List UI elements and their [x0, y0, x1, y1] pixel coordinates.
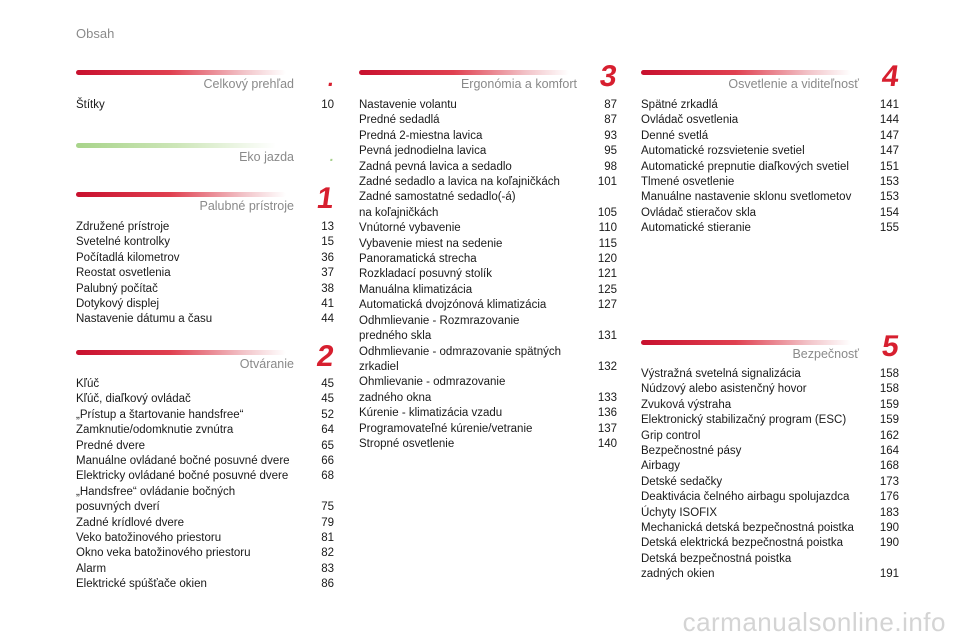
toc-entry-title: Grip control [641, 429, 701, 442]
toc-entry-page: 75 [321, 501, 334, 514]
toc-entry[interactable] [76, 485, 334, 516]
toc-entry[interactable] [76, 516, 334, 531]
toc-entry[interactable] [359, 252, 617, 267]
toc-entry[interactable] [359, 221, 617, 236]
toc-entry[interactable] [76, 577, 334, 592]
toc-entry-page: 66 [321, 455, 334, 468]
toc-entry-page: 168 [879, 460, 899, 473]
toc-entry[interactable] [641, 536, 899, 551]
toc-entry-page: 137 [597, 422, 617, 435]
section-eco [76, 143, 334, 173]
toc-entry[interactable] [359, 175, 617, 190]
toc-entry[interactable] [641, 490, 899, 505]
section-divider-bar [641, 70, 851, 75]
toc-entry-title: Kúrenie - klimatizácia vzadu [359, 407, 503, 420]
toc-entry-title: Manuálna klimatizácia [359, 283, 473, 296]
section-number: 3 [598, 60, 620, 93]
toc-entry[interactable] [76, 297, 334, 312]
toc-entry-page: 159 [879, 414, 899, 427]
toc-entry-page: 176 [879, 491, 899, 504]
toc-entry-title: Núdzový alebo asistenčný hovor [641, 383, 807, 396]
section-number: 4 [880, 60, 902, 93]
section-number: 5 [880, 330, 902, 363]
toc-entry[interactable] [359, 375, 617, 406]
toc-entry-title: Bezpečnostné pásy [641, 445, 742, 458]
section-number: . [328, 148, 336, 164]
toc-entry-title: Automatické rozsvietenie svetiel [641, 145, 805, 158]
toc-entry-title: Detská bezpečnostná poistka zadných okien [641, 552, 792, 581]
toc-entry-page: 101 [597, 176, 617, 189]
toc-entry[interactable] [76, 562, 334, 577]
toc-entry-title: Svetelné kontrolky [76, 236, 170, 249]
toc-list-lighting [641, 98, 899, 237]
toc-entry[interactable] [359, 98, 617, 113]
section-divider-bar [359, 70, 569, 75]
section-divider-bar [76, 350, 286, 355]
toc-entry-page: 45 [321, 393, 334, 406]
toc-entry[interactable] [641, 552, 899, 583]
section-divider-bar [76, 143, 276, 148]
toc-entry[interactable] [76, 423, 334, 438]
toc-entry-title: Kľúč, diaľkový ovládač [76, 393, 191, 406]
toc-entry[interactable] [76, 408, 334, 423]
toc-entry-title: Zadné krídlové dvere [76, 516, 185, 529]
toc-entry-page: 147 [879, 129, 899, 142]
toc-entry[interactable] [359, 160, 617, 175]
toc-entry-title: Pevná jednodielna lavica [359, 145, 487, 158]
toc-entry-title: Ohmlievanie - odmrazovanie zadného okna [359, 376, 506, 404]
section-title: Celkový prehľad [203, 77, 294, 91]
toc-entry-title: Odhmlievanie - Rozmrazovanie predného skla [359, 314, 520, 343]
toc-entry-title: Stropné osvetlenie [359, 437, 455, 450]
toc-entry[interactable] [641, 98, 899, 113]
toc-entry-title: Manuálne nastavenie sklonu svetlometov [641, 191, 852, 204]
toc-entry-page: 153 [879, 176, 899, 189]
toc-entry-page: 44 [321, 313, 334, 326]
toc-entry-title: Detská elektrická bezpečnostná poistka [641, 537, 843, 550]
toc-entry[interactable] [76, 469, 334, 484]
section-title: Otváranie [239, 357, 294, 371]
section-instruments [76, 182, 337, 222]
toc-entry[interactable] [641, 444, 899, 459]
toc-entry-title: Panoramatická strecha [359, 253, 477, 266]
toc-entry[interactable] [641, 160, 899, 175]
toc-entry-page: 144 [879, 114, 899, 127]
toc-entry-title: Okno veka batožinového priestoru [76, 547, 251, 560]
toc-entry-page: 15 [321, 236, 334, 249]
toc-entry-title: Ovládač osvetlenia [641, 114, 739, 127]
toc-entry-title: Nastavenie volantu [359, 99, 457, 111]
toc-entry[interactable] [641, 413, 899, 428]
toc-entry-page: 127 [597, 299, 617, 312]
section-number: 2 [315, 340, 337, 373]
section-title: Eko jazda [239, 150, 294, 164]
toc-entry-page: 105 [597, 206, 617, 219]
section-safety [641, 330, 902, 370]
toc-entry-title: Nastavenie dátumu a času [76, 313, 213, 326]
toc-list-access [76, 377, 334, 593]
toc-entry-title: Programovateľné kúrenie/vetranie [359, 422, 533, 435]
page-header-label: Obsah [76, 26, 115, 41]
toc-entry-page: 110 [598, 222, 617, 235]
section-title: Palubné prístroje [199, 199, 294, 213]
toc-list-overview [76, 98, 334, 113]
toc-entry[interactable] [359, 422, 617, 437]
toc-entry-title: Veko batožinového priestoru [76, 532, 222, 545]
toc-entry-title: Zadná pevná lavica a sedadlo [359, 160, 512, 173]
section-title: Ergonómia a komfort [460, 77, 577, 91]
toc-entry[interactable] [641, 113, 899, 128]
toc-entry[interactable] [641, 475, 899, 490]
section-number: 1 [315, 182, 337, 215]
toc-entry[interactable] [359, 437, 617, 452]
toc-entry[interactable] [76, 282, 334, 297]
toc-entry[interactable] [76, 454, 334, 469]
toc-entry[interactable] [641, 190, 899, 205]
toc-entry-page: 151 [879, 160, 899, 173]
toc-entry-page: 65 [321, 439, 334, 452]
toc-entry-page: 45 [321, 378, 334, 390]
toc-entry-page: 162 [879, 429, 899, 442]
toc-entry[interactable] [359, 267, 617, 282]
toc-entry-page: 83 [321, 562, 334, 575]
toc-entry-page: 173 [879, 475, 899, 488]
toc-entry-page: 131 [597, 330, 617, 343]
section-divider-bar [641, 340, 851, 345]
toc-entry-title: Mechanická detská bezpečnostná poistka [641, 522, 854, 535]
toc-list-instruments [76, 220, 334, 328]
toc-entry-title: Automatická dvojzónová klimatizácia [359, 299, 547, 312]
toc-entry-title: Vybavenie miest na sedenie [359, 237, 503, 250]
toc-entry-page: 183 [879, 506, 899, 519]
section-ergonomics [359, 60, 620, 100]
toc-entry[interactable] [76, 377, 334, 392]
toc-entry-page: 38 [321, 282, 334, 295]
toc-entry-page: 158 [879, 368, 899, 380]
toc-entry-page: 136 [597, 407, 617, 420]
toc-entry-page: 64 [321, 424, 334, 437]
toc-entry[interactable] [641, 175, 899, 190]
toc-entry-title: Zvuková výstraha [641, 398, 732, 411]
toc-entry-page: 191 [879, 568, 899, 581]
toc-list-ergonomics [359, 98, 617, 452]
toc-entry-page: 68 [321, 470, 334, 483]
section-divider-bar [76, 192, 286, 197]
toc-entry-page: 98 [604, 160, 617, 173]
toc-entry-page: 86 [321, 578, 334, 591]
toc-entry-page: 164 [879, 445, 899, 458]
toc-entry-page: 81 [321, 532, 334, 545]
toc-entry-title: Vnútorné vybavenie [359, 222, 461, 235]
toc-entry-title: Alarm [76, 562, 107, 575]
toc-entry-title: Úchyty ISOFIX [641, 506, 718, 519]
toc-entry-title: Dotykový displej [76, 298, 160, 311]
toc-entry-page: 121 [597, 268, 617, 281]
toc-entry-page: 79 [321, 516, 334, 529]
section-divider-bar [76, 70, 286, 75]
toc-entry-title: Zadné sedadlo a lavica na koľajničkách [359, 176, 560, 189]
toc-entry-title: Predné dvere [76, 439, 146, 452]
section-title: Osvetlenie a viditeľnosť [728, 77, 859, 91]
toc-entry[interactable] [641, 206, 899, 221]
toc-entry-title: Manuálne ovládané bočné posuvné dvere [76, 455, 290, 468]
toc-entry[interactable] [76, 235, 334, 250]
toc-entry[interactable] [641, 521, 899, 536]
toc-entry-title: Rozkladací posuvný stolík [359, 268, 492, 281]
toc-entry[interactable] [76, 220, 334, 235]
toc-entry[interactable] [359, 314, 617, 345]
toc-entry-title: Kľúč [76, 378, 100, 390]
section-access [76, 340, 337, 380]
toc-entry[interactable] [76, 251, 334, 266]
toc-entry-page: 190 [879, 537, 899, 550]
toc-entry-title: Denné svetlá [641, 129, 709, 142]
toc-entry-page: 140 [597, 437, 617, 450]
toc-entry-title: Tlmené osvetlenie [641, 176, 735, 189]
toc-entry-page: 141 [879, 99, 899, 111]
toc-entry-title: Odhmlievanie - odmrazovanie spätných zrkadiel [359, 345, 561, 373]
toc-entry-page: 93 [604, 129, 617, 142]
section-title: Bezpečnosť [792, 347, 859, 361]
toc-entry[interactable] [359, 237, 617, 252]
toc-entry-title: Automatické stieranie [641, 222, 751, 235]
toc-entry-page: 82 [321, 547, 334, 560]
toc-list-safety [641, 367, 899, 583]
toc-entry-title: Počítadlá kilometrov [76, 251, 180, 264]
toc-entry-title: Predná 2-miestna lavica [359, 129, 483, 142]
toc-entry[interactable] [641, 382, 899, 397]
toc-entry-page: 154 [879, 206, 899, 219]
toc-entry-title: Palubný počítač [76, 282, 158, 295]
toc-entry-page: 158 [879, 383, 899, 396]
toc-entry[interactable] [359, 298, 617, 313]
toc-entry-title: Štítky [76, 99, 105, 111]
toc-entry-page: 155 [879, 222, 899, 235]
toc-entry[interactable] [359, 345, 617, 376]
toc-entry[interactable] [76, 531, 334, 546]
toc-entry-page: 132 [597, 360, 617, 373]
toc-entry-page: 10 [321, 99, 334, 111]
toc-entry[interactable] [641, 398, 899, 413]
toc-entry-page: 147 [879, 145, 899, 158]
toc-entry-title: Združené prístroje [76, 221, 170, 233]
section-number: . [326, 66, 336, 91]
toc-entry[interactable] [76, 266, 334, 281]
toc-entry[interactable] [359, 190, 617, 221]
toc-entry[interactable] [76, 392, 334, 407]
toc-entry-title: Detské sedačky [641, 475, 723, 488]
toc-entry-page: 133 [597, 391, 617, 404]
toc-entry-title: Airbagy [641, 460, 680, 473]
toc-entry[interactable] [76, 312, 334, 327]
toc-entry[interactable] [359, 283, 617, 298]
toc-entry-title: Zamknutie/odomknutie zvnútra [76, 424, 234, 437]
toc-entry-title: Automatické prepnutie diaľkových svetiel [641, 160, 849, 173]
toc-entry[interactable] [641, 506, 899, 521]
toc-entry-title: Deaktivácia čelného airbagu spolujazdca [641, 491, 850, 504]
section-overview [76, 66, 336, 100]
toc-entry-title: Zadné samostatné sedadlo(-á) na koľajničkách [359, 191, 516, 219]
toc-entry-title: Spätné zrkadlá [641, 99, 718, 111]
toc-entry-page: 125 [597, 283, 617, 296]
toc-entry[interactable] [641, 367, 899, 382]
toc-entry-page: 95 [604, 145, 617, 158]
toc-entry-page: 120 [597, 253, 617, 266]
toc-entry[interactable] [359, 144, 617, 159]
toc-entry-title: Elektronický stabilizačný program (ESC) [641, 414, 847, 427]
toc-entry-title: Reostat osvetlenia [76, 267, 171, 280]
toc-entry-page: 190 [879, 522, 899, 535]
toc-entry[interactable] [641, 144, 899, 159]
toc-entry[interactable] [641, 459, 899, 474]
toc-entry-page: 52 [321, 408, 334, 421]
toc-entry[interactable] [641, 129, 899, 144]
toc-entry-page: 115 [598, 237, 617, 250]
section-lighting [641, 60, 902, 100]
toc-entry-page: 13 [321, 221, 334, 233]
toc-entry-page: 153 [879, 191, 899, 204]
toc-entry-page: 36 [321, 251, 334, 264]
watermark: carmanualsonline.info [682, 607, 946, 637]
toc-entry-title: Elektricky ovládané bočné posuvné dvere [76, 470, 289, 483]
toc-entry-title: „Handsfree“ ovládanie bočných posuvných dverí [76, 485, 236, 514]
toc-entry-title: Výstražná svetelná signalizácia [641, 368, 801, 380]
toc-entry[interactable] [76, 439, 334, 454]
toc-entry[interactable] [359, 129, 617, 144]
toc-entry-title: Elektrické spúšťače okien [76, 578, 207, 591]
toc-entry[interactable] [359, 406, 617, 421]
toc-entry[interactable] [641, 221, 899, 236]
toc-entry-page: 159 [879, 398, 899, 411]
toc-entry-page: 37 [321, 267, 334, 280]
toc-entry[interactable] [359, 113, 617, 128]
toc-entry-title: Predné sedadlá [359, 114, 440, 127]
toc-entry[interactable] [641, 429, 899, 444]
toc-entry-page: 41 [321, 298, 334, 311]
toc-entry-title: Ovládač stieračov skla [641, 206, 757, 219]
toc-entry[interactable] [76, 98, 334, 113]
toc-entry[interactable] [76, 546, 334, 561]
toc-entry-page: 87 [604, 114, 617, 127]
toc-entry-page: 87 [604, 99, 617, 111]
toc-entry-title: „Prístup a štartovanie handsfree“ [76, 408, 244, 421]
